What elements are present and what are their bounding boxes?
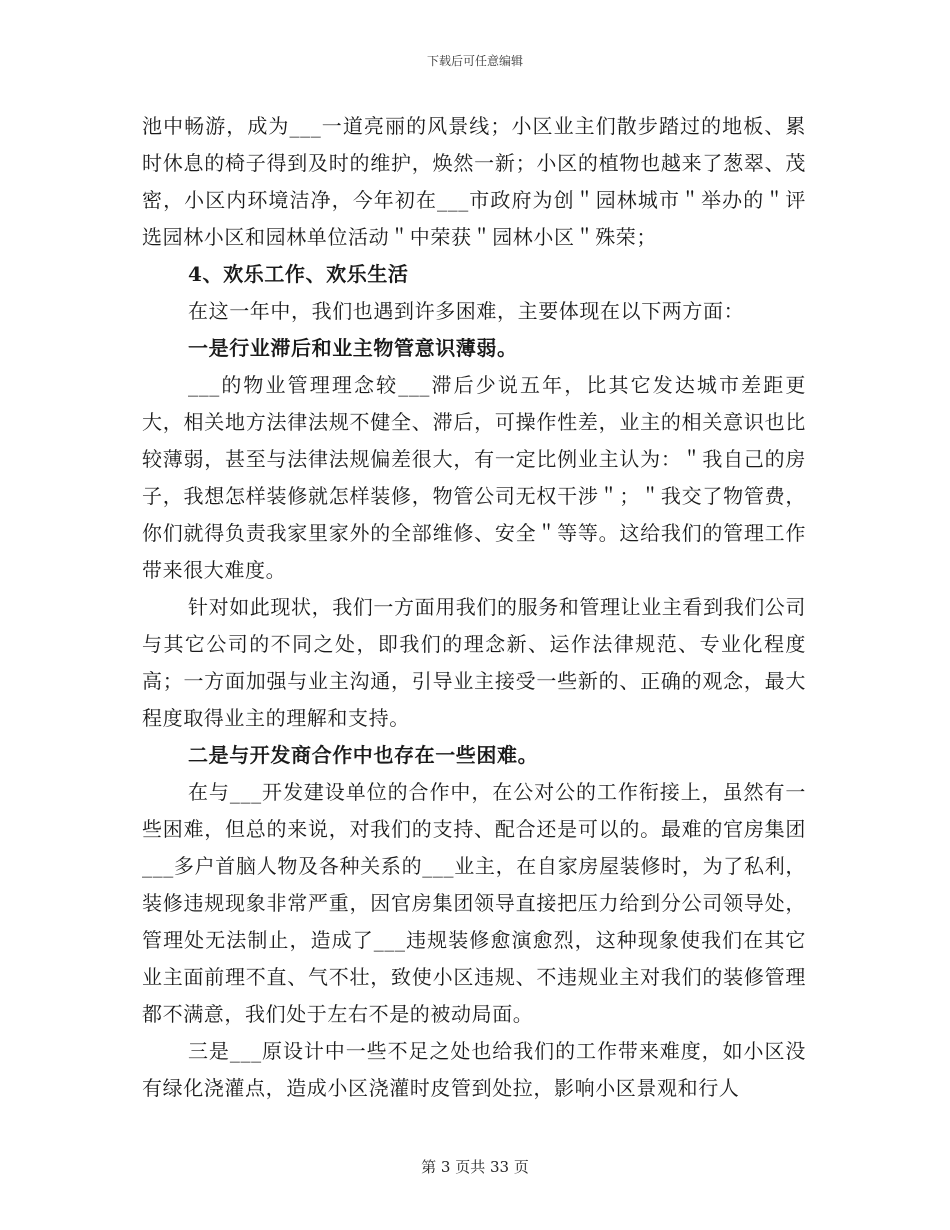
paragraph-intro-difficulties: 在这一年中，我们也遇到许多困难，主要体现在以下两方面：: [188, 299, 745, 323]
section-heading-4: 4、欢乐工作、欢乐生活: [188, 262, 409, 286]
document-body: [142, 108, 806, 1107]
subheading-difficulty-1: 一是行业滞后和业主物管意识薄弱。: [188, 336, 518, 360]
page-header: 下载后可任意编辑: [426, 54, 523, 68]
subheading-difficulty-2: 二是与开发商合作中也存在一些困难。: [188, 743, 539, 767]
paragraph-difficulty-3: 三是___原设计中一些不足之处也给我们的工作带来难度，如小区没有绿化浇灌点，造成小区浇灌时皮管到处拉，影响小区景观和行人: [142, 1039, 806, 1100]
paragraph-1: 池中畅游，成为___一道亮丽的风景线；小区业主们散步踏过的地板、累时休息的椅子得到及时的维护，焕然一新；小区的植物也越来了葱翠、茂密，小区内环境洁净，今年初在___市政府为创＂园林城市＂举办的＂评选园林小区和园林单位活动＂中荣获＂园林小区＂殊荣；: [142, 114, 806, 249]
paragraph-difficulty-1: ___的物业管理理念较___滞后少说五年，比其它发达城市差距更大，相关地方法律法规不健全、滞后，可操作性差，业主的相关意识也比较薄弱，甚至与法律法规偏差很大，有一定比例业主认为：＂我自己的房子，我想怎样装修就怎样装修，物管公司无权干涉＂；＂我交了物管费，你们就得负责我家里家外的全部维修、安全＂等等。这给我们的管理工作带来很大难度。: [142, 373, 806, 582]
paragraph-difficulty-2: 在与___开发建设单位的合作中，在公对公的工作衔接上，虽然有一些困难，但总的来说，对我们的支持、配合还是可以的。最难的官房集团___多户首脑人物及各种关系的___业主，在自家房屋装修时，为了私利，装修违规现象非常严重，因官房集团领导直接把压力给到分公司领导处，管理处无法制止，造成了___违规装修愈演愈烈，这种现象使我们在其它业主面前理不直、气不壮，致使小区违规、不违规业主对我们的装修管理都不满意，我们处于左右不是的被动局面。: [142, 780, 806, 1026]
page-footer: 第 3 页共 33 页: [421, 1158, 529, 1176]
paragraph-response: 针对如此现状，我们一方面用我们的服务和管理让业主看到我们公司与其它公司的不同之处，即我们的理念新、运作法律规范、专业化程度高；一方面加强与业主沟通，引导业主接受一些新的、正确的观念，最大程度取得业主的理解和支持。: [142, 595, 806, 730]
